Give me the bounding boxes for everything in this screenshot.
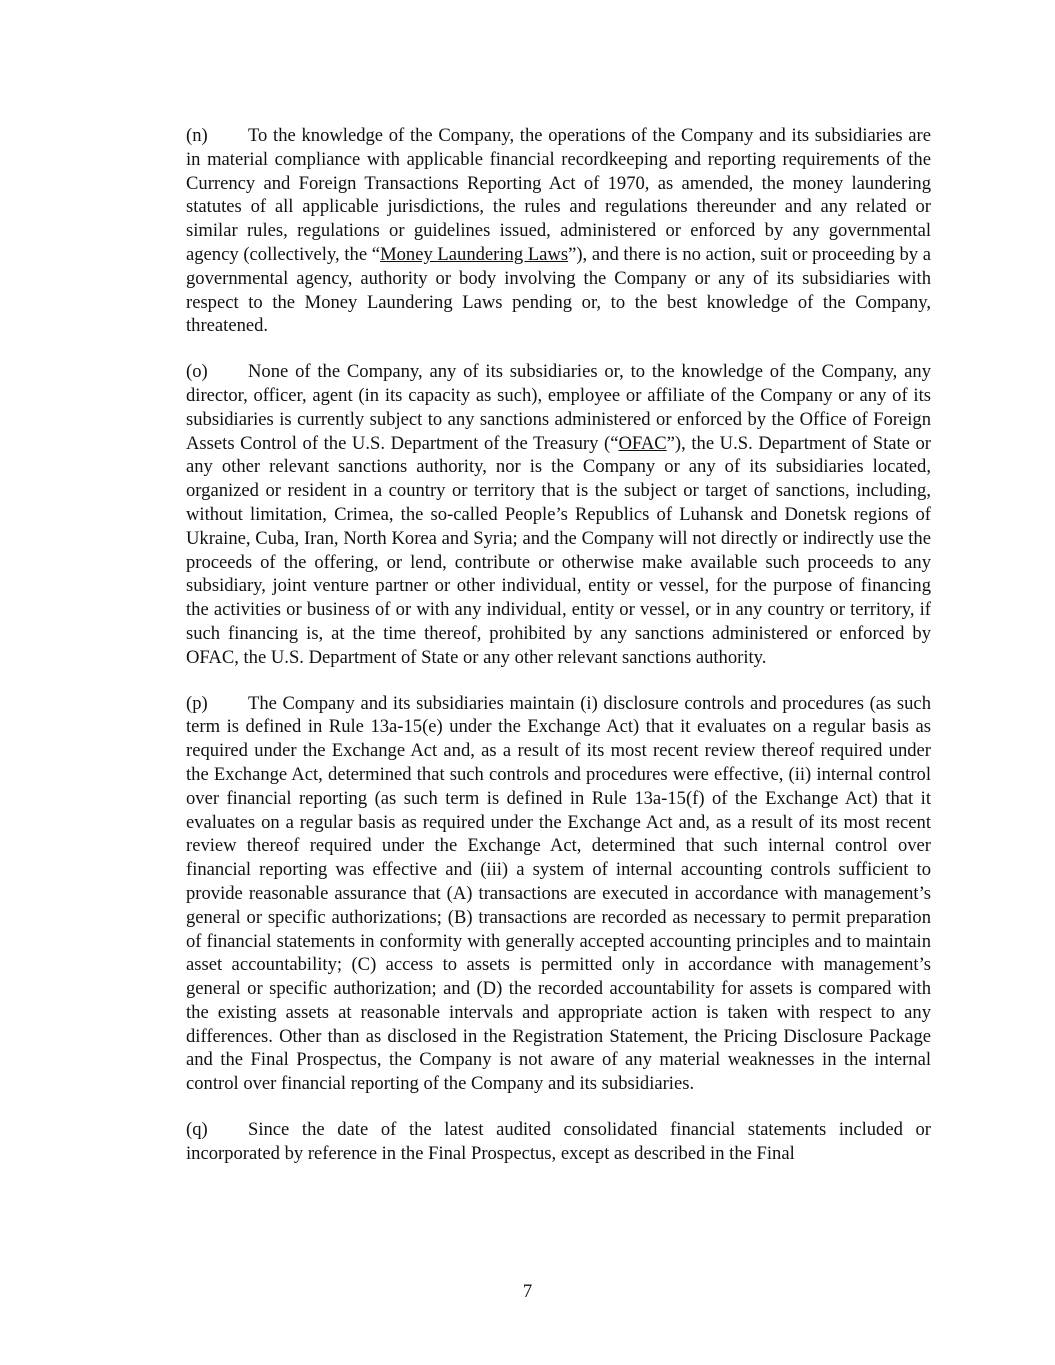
paragraph-o: [186, 360, 931, 669]
paragraph-text: Since the date of the latest audited consolidated financial statements included or incorporated by reference in the Final Prospectus, except as described in the Final: [186, 1119, 931, 1164]
page-number: 7: [522, 1281, 533, 1302]
paragraph-text: None of the Company, any of its subsidiaries or, to the knowledge of the Company, any director, officer, agent (in its capacity as such), employee or affiliate of the Company or any of its subsidiaries is currently subject to any sanctions administered or enforced by the Office of Foreign Assets Control of the U.S. Department of the Treasury (“: [186, 361, 931, 454]
paragraph-label: (n): [186, 125, 208, 146]
defined-term-ofac: OFAC: [618, 432, 667, 454]
paragraph-label: (q): [186, 1119, 208, 1141]
paragraph-n: [186, 124, 931, 338]
defined-term-money-laundering-laws: Money Laundering Laws: [380, 243, 569, 265]
paragraph-p: [186, 692, 931, 1097]
paragraph-text: To the knowledge of the Company, the operations of the Company and its subsidiaries are in material compliance with applicable financial recordkeeping and reporting requirements of the Currency and Foreign Transactions Reporting Act of 1970, as amended, the money laundering statutes of all applicable jurisdictions, the rules and regulations thereunder and any related or similar rules, regulations or guidelines issued, administered or enforced by any governmental agency (collectively, the “: [186, 125, 931, 265]
paragraph-text: The Company and its subsidiaries maintain (i) disclosure controls and procedures (as such term is defined in Rule 13a-15(e) under the Exchange Act) that it evaluates on a regular basis as required under the Exchange Act and, as a result of its most recent review thereof required under the Exchange Act, determined that such controls and procedures were effective, (ii) internal control over financial reporting (as such term is defined in Rule 13a-15(f) of the Exchange Act) that it evaluates on a regular basis as required under the Exchange Act and, as a result of its most recent review thereof required under the Exchange Act, determined that such internal control over financial reporting was effective and (iii) a system of internal accounting controls sufficient to provide reasonable assurance that (A) transactions are executed in accordance with management’s general or specific authorizations; (B) transactions are recorded as necessary to permit preparation of financial statements in conformity with generally accepted accounting principles and to maintain asset accountability; (C) access to assets is permitted only in accordance with management’s general or specific authorization; and (D) the recorded accountability for assets is compared with the existing assets at reasonable intervals and appropriate action is taken with respect to any differences. Other than as disclosed in the Registration Statement, the Pricing Disclosure Package and the Final Prospectus, the Company is not aware of any material weaknesses in the internal control over financial reporting of the Company and its subsidiaries.: [186, 692, 931, 1095]
paragraph-label: (p): [186, 692, 208, 714]
paragraph-text: ”), and there is no action, suit or proceeding by a governmental agency, authority or body involving the Company or any of its subsidiaries with respect to the Money Laundering Laws pending or, to the best knowledge of the Company, threatened.: [186, 243, 931, 337]
paragraph-text: ”), the U.S. Department of State or any other relevant sanctions authority, nor is the Company or any of its subsidiaries located, organized or resident in a country or territory that is the subject or target of sanctions, including, without limitation, Crimea, the so-called People’s Republics of Luhansk and Donetsk regions of Ukraine, Cuba, Iran, North Korea and Syria; and the Company will not directly or indirectly use the proceeds of the offering, or lend, contribute or otherwise make available such proceeds to any subsidiary, joint venture partner or other individual, entity or vessel, for the purpose of financing the activities or business of or with any individual, entity or vessel, or in any country or territory, if such financing is, at the time thereof, prohibited by any sanctions administered or enforced by OFAC, the U.S. Department of State or any other relevant sanctions authority.: [186, 432, 932, 668]
document-body: [186, 124, 931, 1188]
paragraph-q: [186, 1118, 931, 1166]
paragraph-label: (o): [186, 361, 208, 383]
